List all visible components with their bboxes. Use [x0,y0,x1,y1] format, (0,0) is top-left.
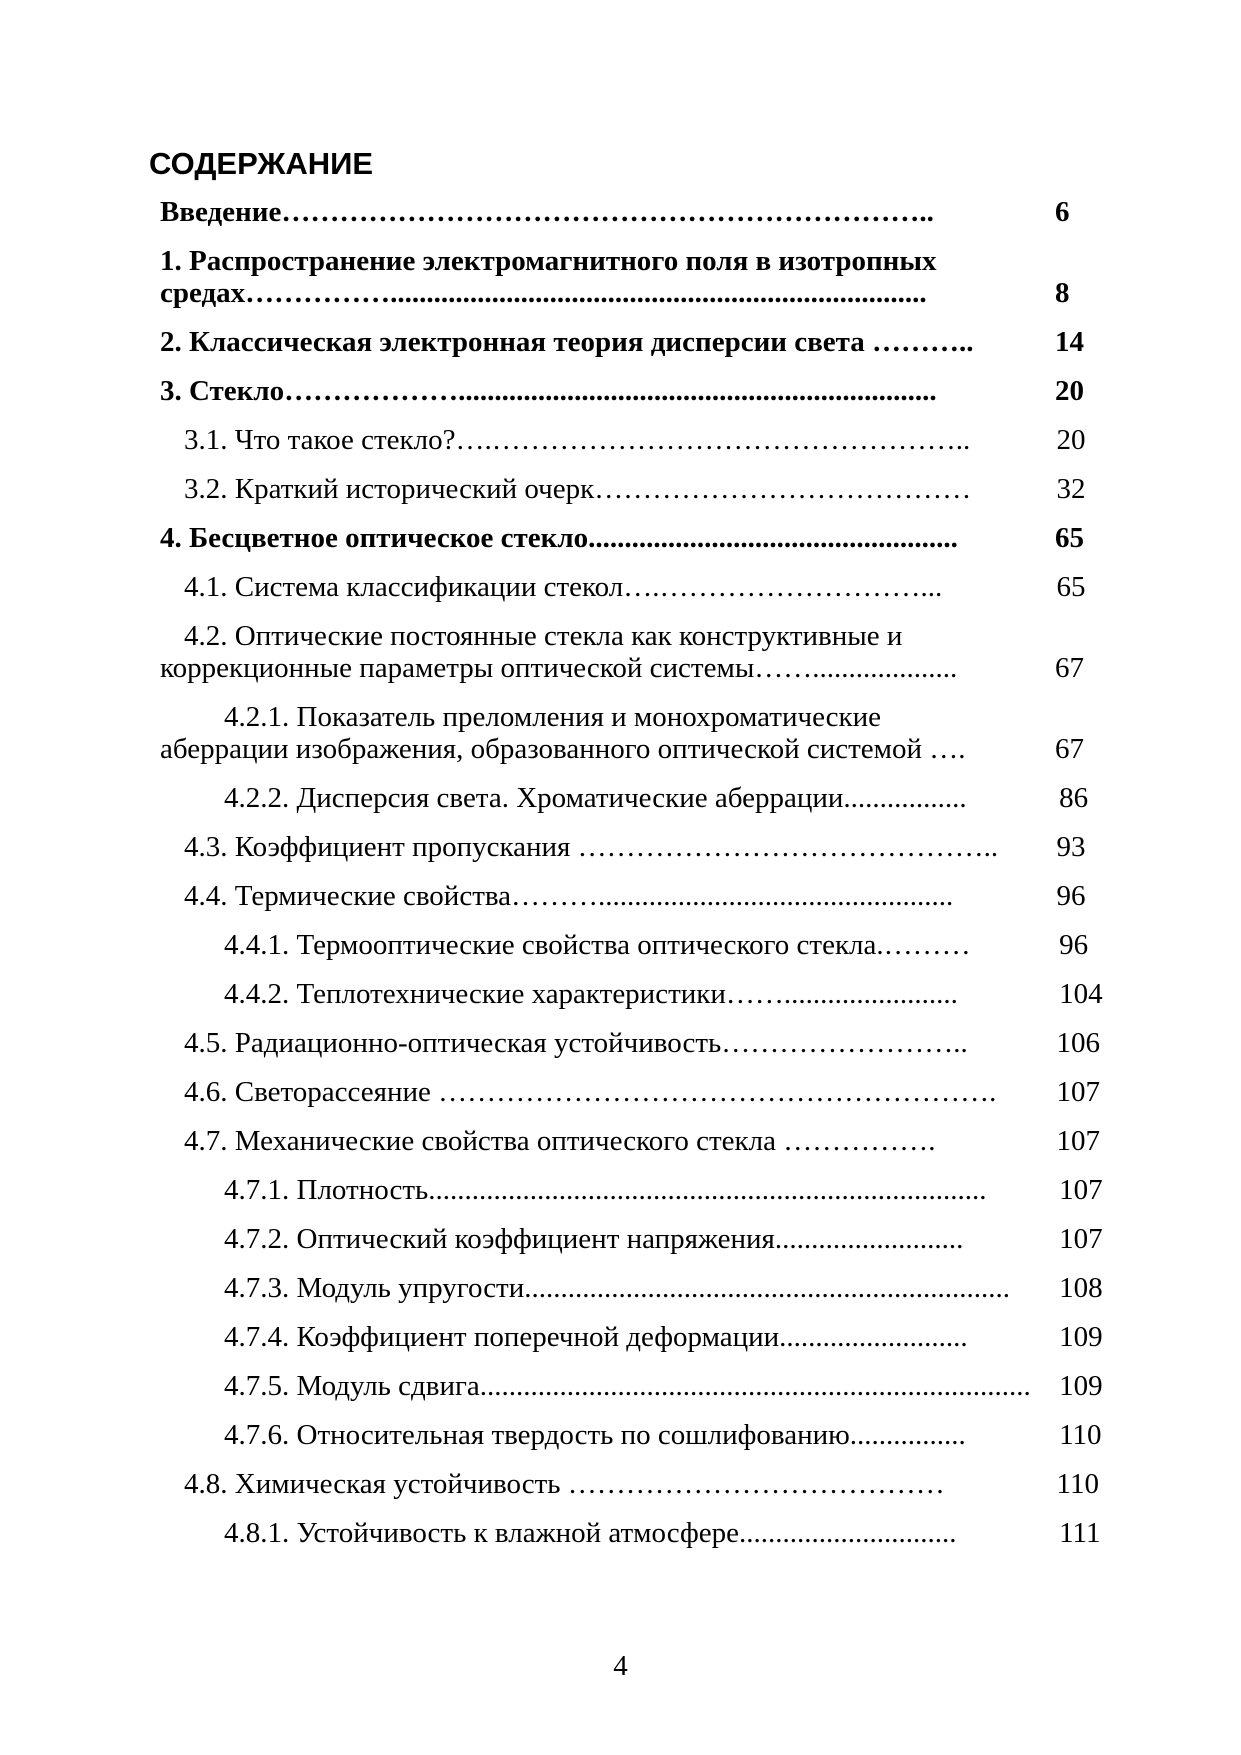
toc-entry-page: 107 [1056,1076,1101,1108]
toc-entry-line: средах…………….......................................................................... [160,277,927,309]
toc-entry-text: 4.8. Химическая устойчивость ………………………………… [184,1468,945,1500]
toc-entry-text: 4.6. Светорассеяние …………………………………………………. [184,1076,997,1108]
toc-entry-page: 108 [1059,1272,1103,1304]
toc-entry-text: 4.7.2. Оптический коэффициент напряжения.......................... [224,1223,964,1255]
toc-entry-text: 4.7.3. Модуль упругости................................................................... [224,1272,1011,1304]
toc-entry-text: 4.4.1. Термооптические свойства оптического стекла.……… [224,929,971,961]
toc-entry-page: 96 [1056,880,1086,912]
toc-entry-text: 4. Бесцветное оптическое стекло................................................... [160,522,958,554]
toc-entry-page: 67 [1055,733,1084,765]
toc-entry-text: 4.4. Термические свойства………................................................. [184,880,954,912]
toc-entry[interactable] [160,620,1115,684]
toc-entry-page: 109 [1059,1321,1103,1353]
toc-entry-page: 111 [1059,1517,1101,1549]
toc-entry-text: 4.1. Система классификации стекол….………………………... [184,571,943,603]
toc-entry[interactable] [160,424,1115,456]
toc-entry[interactable] [160,1125,1115,1157]
toc-entry-text: 3. Стекло……………….................................................................. [160,375,937,407]
toc-entry-text [160,245,1033,309]
toc-entry-text: 3.1. Что такое стекло?….………………………………………….. [184,424,971,456]
toc-entry-page: 107 [1059,1223,1103,1255]
toc-entry-page: 8 [1055,277,1070,309]
toc-entry-text: 3.2. Краткий исторический очерк………………………………… [184,473,972,505]
toc-entry[interactable] [160,880,1115,912]
toc-entry-text: 4.7.4. Коэффициент поперечной деформации.......................... [224,1321,968,1353]
toc-entry[interactable] [160,375,1115,407]
toc-entry-line: 1. Распространение электромагнитного поля в изотропных [160,245,937,277]
toc-entry[interactable] [160,1517,1115,1549]
toc-entry-text: 4.4.2. Теплотехнические характеристики……........................ [224,978,958,1010]
toc-entry-page: 86 [1059,782,1089,814]
toc-entry-page: 107 [1056,1125,1101,1157]
toc-entry-text: 4.5. Радиационно-оптическая устойчивость…………………….. [184,1027,968,1059]
page-number: 4 [613,1650,628,1682]
toc-entry[interactable] [160,1370,1115,1402]
toc-entry[interactable] [160,1468,1115,1500]
toc-entry-text: 4.3. Коэффициент пропускания …………………………………….. [184,831,999,863]
toc-entry-line: коррекционные параметры оптической системы…….................... [160,652,958,684]
table-of-contents [160,196,1115,1566]
toc-entry-line: аберрации изображения, образованного оптической системой …. [160,733,966,765]
toc-entry[interactable] [160,1027,1115,1059]
toc-entry[interactable] [160,196,1115,228]
toc-entry-text: 4.8.1. Устойчивость к влажной атмосфере.............................. [224,1517,957,1549]
toc-entry-page: 109 [1059,1370,1103,1402]
toc-entry[interactable] [160,1321,1115,1353]
toc-entry[interactable] [160,831,1115,863]
toc-entry-text: 4.7.6. Относительная твердость по сошлифованию................ [224,1419,966,1451]
toc-entry-line: 4.2.1. Показатель преломления и монохроматические [224,701,882,733]
toc-entry[interactable] [160,522,1115,554]
toc-entry-text: 2. Классическая электронная теория дисперсии света ……….. [160,326,974,358]
toc-entry-page: 6 [1055,196,1070,228]
toc-entry-page: 104 [1059,978,1103,1010]
toc-entry-text [160,701,1033,765]
toc-entry-page: 106 [1056,1027,1101,1059]
toc-entry[interactable] [160,1223,1115,1255]
toc-entry[interactable] [160,473,1115,505]
toc-entry-text: 4.2.2. Дисперсия света. Хроматические аберрации................. [224,782,967,814]
toc-entry[interactable] [160,245,1115,309]
toc-entry-page: 20 [1055,375,1084,407]
toc-entry-page: 14 [1055,326,1084,358]
toc-entry-line: 4.2. Оптические постоянные стекла как конструктивные и [184,620,903,652]
toc-entry-page: 110 [1059,1419,1102,1451]
toc-entry[interactable] [160,978,1115,1010]
toc-entry-page: 93 [1056,831,1086,863]
toc-entry-page: 65 [1056,571,1086,603]
toc-entry[interactable] [160,1419,1115,1451]
toc-entry[interactable] [160,1272,1115,1304]
toc-entry-text [160,620,1033,684]
toc-entry[interactable] [160,326,1115,358]
toc-entry-text: 4.7. Механические свойства оптического стекла ……………. [184,1125,936,1157]
toc-heading: СОДЕРЖАНИЕ [149,146,374,181]
toc-entry[interactable] [160,1076,1115,1108]
toc-entry[interactable] [160,782,1115,814]
toc-entry-page: 65 [1055,522,1084,554]
toc-entry-page: 67 [1055,652,1084,684]
toc-entry[interactable] [160,571,1115,603]
toc-entry-page: 110 [1056,1468,1099,1500]
toc-entry-page: 107 [1059,1174,1103,1206]
toc-entry[interactable] [160,929,1115,961]
toc-entry-text: Введение………………………………………………………….. [160,196,934,228]
toc-entry-page: 32 [1056,473,1086,505]
toc-entry-text: 4.7.1. Плотность............................................................................. [224,1174,987,1206]
toc-entry-page: 20 [1056,424,1086,456]
toc-entry[interactable] [160,1174,1115,1206]
toc-entry-text: 4.7.5. Модуль сдвига............................................................................ [224,1370,1031,1402]
toc-entry-page: 96 [1059,929,1089,961]
toc-entry[interactable] [160,701,1115,765]
